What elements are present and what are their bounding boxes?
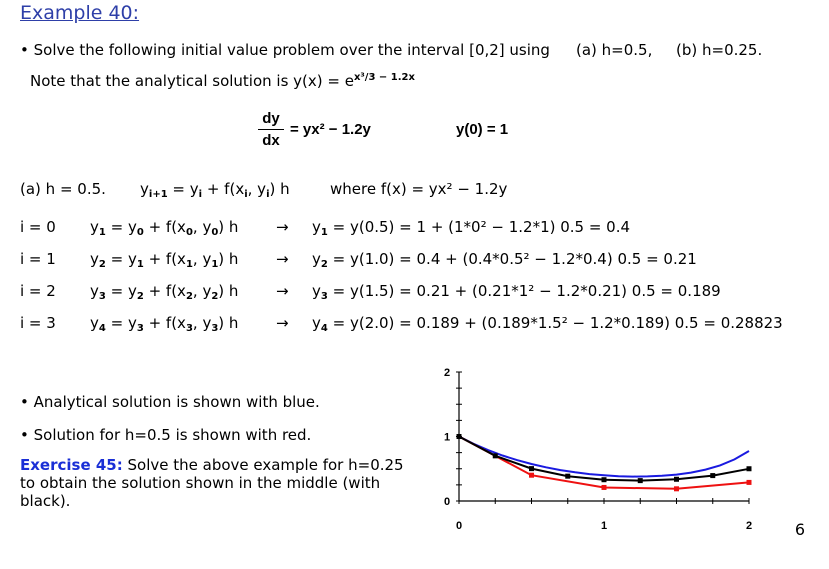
derivative-fraction <box>258 110 284 149</box>
series-line <box>459 437 749 481</box>
data-point <box>457 434 462 439</box>
data-point <box>602 485 607 490</box>
data-point <box>674 486 679 491</box>
step-formula: $y_2 = y_1 + f(x_1$, $y_1$) h <box>90 250 239 270</box>
x-tick-label: 1 <box>600 520 608 532</box>
data-point <box>529 473 534 478</box>
step-arrow-icon: → <box>276 218 289 236</box>
bullet-analytical: • Analytical solution is shown with blue. <box>20 393 320 411</box>
step-formula: $y_1 = y_0 + f(x_0$, $y_0$) h <box>90 218 239 238</box>
step-index: i = 1 <box>20 250 56 268</box>
note-text: Note that the analytical solution is y(x) = e <box>30 72 354 90</box>
data-point <box>747 466 752 471</box>
x-tick-label: 0 <box>455 520 463 532</box>
step-result: $y_1 = y(0.5) = 1 + (1*0^2 - 1.2*1) 0.5 = 0.4$ <box>312 218 631 238</box>
exercise-text: Solve the above example for h=0.25 to obtain the solution shown in the middle (with black). <box>20 456 404 510</box>
step-result: $y_2 = y(1.0) = 0.4 + (0.4*0.5^2 - 1.2*0.4) 0.5 = 0.21$ <box>312 250 697 270</box>
problem-option-b: (b) h=0.25. <box>676 41 763 59</box>
step-result: $y_3 = y(1.5) = 0.21 + (0.21*1^2 - 1.2*0.21) 0.5 = 0.189$ <box>312 282 721 302</box>
exercise-block <box>20 456 420 510</box>
x-tick-label: 2 <box>745 520 753 532</box>
data-point <box>493 453 498 458</box>
part-a-label: (a) h = 0.5. <box>20 180 106 198</box>
solution-chart <box>430 355 770 545</box>
step-arrow-icon: → <box>276 282 289 300</box>
analytical-note <box>30 72 415 90</box>
bullet-h05: • Solution for h=0.5 is shown with red. <box>20 426 312 444</box>
ode-rhs: = yx² − 1.2y <box>290 121 371 138</box>
data-point <box>602 477 607 482</box>
step-arrow-icon: → <box>276 250 289 268</box>
step-index: i = 0 <box>20 218 56 236</box>
fraction-numerator: dy <box>262 110 280 127</box>
fraction-denominator: dx <box>262 132 280 149</box>
page-number: 6 <box>794 520 805 539</box>
data-point <box>638 478 643 483</box>
step-arrow-icon: → <box>276 314 289 332</box>
y-tick-label: 0 <box>443 496 451 508</box>
step-result: $y_4 = y(2.0) = 0.189 + (0.189*1.5^2 - 1.2*0.189) 0.5 = 0.28823$ <box>312 314 783 334</box>
series-line <box>459 437 749 477</box>
step-formula: $y_4 = y_3 + f(x_3$, $y_3$) h <box>90 314 239 334</box>
page-title: Example 40: <box>20 2 140 24</box>
euler-formula: $y_{i+1} = y_i + f(x_i$, $y_i$) h <box>140 180 290 200</box>
problem-statement: • Solve the following initial value problem over the interval [0,2] using <box>20 41 550 59</box>
function-definition: where f(x) = yx² − 1.2y <box>330 180 508 198</box>
step-formula: $y_3 = y_2 + f(x_2$, $y_2$) h <box>90 282 239 302</box>
note-exponent: x³/3 − 1.2x <box>353 72 415 83</box>
data-point <box>674 477 679 482</box>
data-point <box>529 466 534 471</box>
initial-condition: y(0) = 1 <box>456 121 509 138</box>
data-point <box>710 473 715 478</box>
step-index: i = 3 <box>20 314 56 332</box>
problem-option-a: (a) h=0.5, <box>576 41 653 59</box>
y-tick-label: 1 <box>443 431 451 444</box>
y-tick-label: 2 <box>443 367 451 379</box>
exercise-label: Exercise 45: <box>20 456 123 474</box>
step-index: i = 2 <box>20 282 56 300</box>
data-point <box>565 474 570 479</box>
data-point <box>747 480 752 485</box>
